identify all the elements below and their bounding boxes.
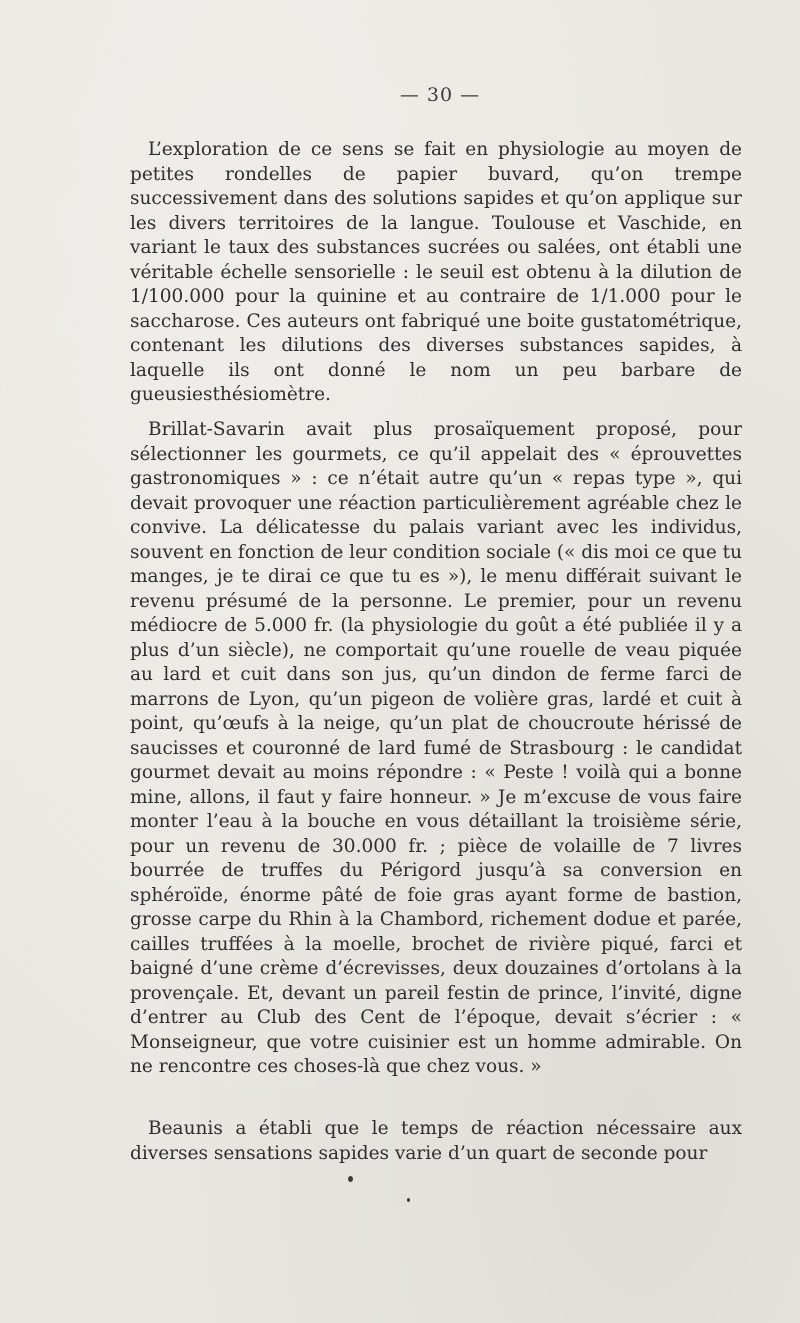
ink-speck: [407, 1198, 410, 1202]
paragraph-beaunis: [130, 1117, 742, 1166]
paragraph-text: Brillat-Savarin avait plus prosaïquement proposé, pour sélectionner les gourmets, ce qu’il appelait des « éprouvettes gastronomiques » : ce n’était autre qu’un « repas type », qui devait provoquer une réaction particulièrement agréable chez le convive. La délicatesse du palais variant avec les individus, souvent en fonction de leur condition sociale (« dis moi ce que tu manges, je te dirai ce que tu es »), le menu différait suivant le revenu présumé de la personne. Le premier, pour un revenu médiocre de 5.000 fr. (la physiologie du goût a été publiée il y a plus d’un siècle), ne comportait qu’une rouelle de veau piquée au lard et cuit dans son jus, qu’un dindon de ferme farci de marrons de Lyon, qu’un pigeon de volière gras, lardé et cuit à point, qu’œufs à la neige, qu’un plat de choucroute hérissé de saucisses et couronné de lard fumé de Strasbourg : le candidat gourmet devait au moins répondre : « Peste ! voilà qui a bonne mine, allons, il faut y faire honneur. » Je m’excuse de vous faire monter l’eau à la bouche en vous détaillant la troisième série, pour un revenu de 30.000 fr. ; pièce de volaille de 7 livres bourrée de truffes du Périgord jusqu’à sa conversion en sphéroïde, énorme pâté de foie gras ayant forme de bastion, grosse carpe du Rhin à la Chambord, richement dodue et parée, cailles truffées à la moelle, brochet de rivière piqué, farci et baigné d’une crème d’écrevisses, deux douzaines d’ortolans à la provençale. Et, devant un pareil festin de prince, l’invité, digne d’entrer au Club des Cent de l’époque, devait s’écrier : « Monseigneur, que votre cuisinier est un homme admirable. On ne rencontre ces choses-là que chez vous. »: [130, 419, 742, 1077]
paragraph-brillat-savarin: [130, 418, 742, 1080]
paragraph-text: Beaunis a établi que le temps de réaction nécessaire aux diverses sensations sapides varie d’un quart de seconde pour: [130, 1118, 742, 1164]
page-number: — 30 —: [399, 84, 481, 106]
paragraph-text: L’exploration de ce sens se fait en physiologie au moyen de petites rondelles de papier buvard, qu’on trempe successivement dans des solutions sapides et qu’on applique sur les divers territoires de la langue. Toulouse et Vaschide, en variant le taux des substances sucrées ou salées, ont établi une véritable échelle sensorielle : le seuil est obtenu à la dilution de 1/100.000 pour la quinine et au contraire de 1/1.000 pour le saccharose. Ces auteurs ont fabriqué une boite gustatométrique, contenant les dilutions des diverses substances sapides, à laquelle ils ont donné le nom un peu barbare de gueusiesthésiomètre.: [130, 139, 742, 405]
paragraph-exploration: [130, 138, 742, 408]
ink-speck: [348, 1176, 353, 1182]
